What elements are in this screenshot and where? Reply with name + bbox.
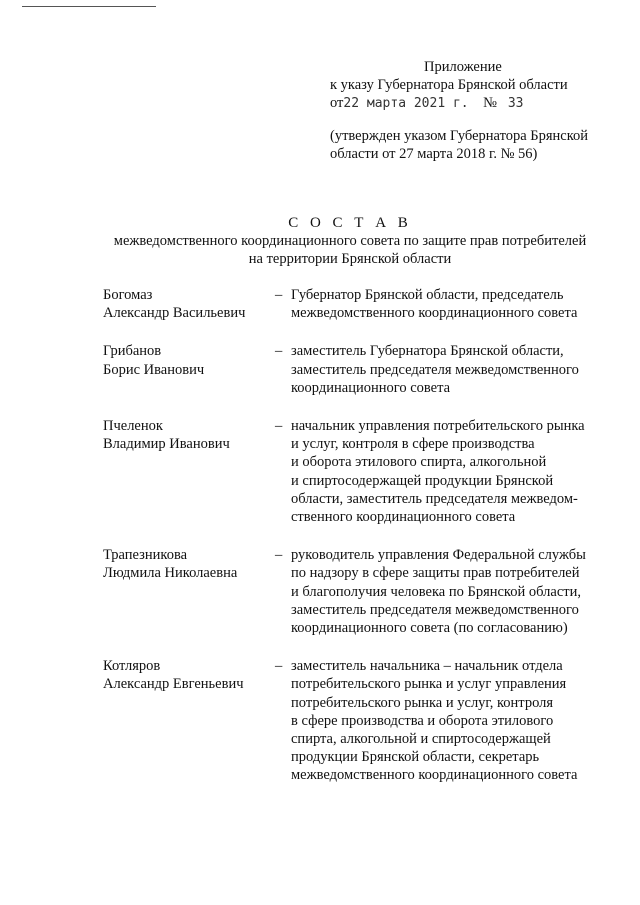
member-surname: Пчеленок bbox=[103, 418, 163, 435]
annex-number-stamp: 33 bbox=[507, 96, 524, 111]
member-name bbox=[103, 417, 275, 526]
approval-note-line-2: области от 27 марта 2018 г. № 56) bbox=[330, 146, 538, 162]
member-surname: Котляров bbox=[103, 658, 161, 675]
member-role-line: в сфере производства и оборота этилового bbox=[291, 712, 554, 729]
member-role-line: потребительского рынка и услуг управления bbox=[291, 676, 567, 693]
member-given-names: Борис Иванович bbox=[103, 361, 205, 378]
member-role-line: продукции Брянской области, секретарь bbox=[291, 749, 540, 766]
member-role-line: по надзору в сфере защиты прав потребителей bbox=[291, 565, 580, 582]
member-dash: – bbox=[275, 343, 283, 360]
document-title: С О С Т А В bbox=[288, 215, 412, 231]
member-role-line: руководитель управления Федеральной службы bbox=[291, 547, 586, 564]
member-role bbox=[291, 657, 601, 784]
document-subtitle-line-1: межведомственного координационного совета по защите прав потребителей bbox=[113, 233, 587, 249]
member-surname: Богомаз bbox=[103, 287, 153, 303]
member-name bbox=[103, 342, 275, 397]
member-name bbox=[103, 546, 275, 637]
member-role-line: и благополучия человека по Брянской области, bbox=[291, 583, 581, 600]
member-given-names: Владимир Иванович bbox=[103, 436, 230, 453]
member-role-line: спирта, алкогольной и спиртосодержащей bbox=[291, 731, 551, 748]
member-dash: – bbox=[275, 658, 283, 675]
member-role-line: межведомственного координационного совета bbox=[291, 767, 578, 784]
annex-header bbox=[330, 58, 630, 113]
scan-edge-mark bbox=[22, 6, 156, 7]
member-role-line: заместитель председателя межведомственного bbox=[291, 361, 579, 378]
member-role-line: ственного координационного совета bbox=[291, 509, 516, 526]
annex-date-line bbox=[330, 94, 630, 113]
member-surname: Трапезникова bbox=[103, 547, 188, 564]
member-given-names: Александр Васильевич bbox=[103, 305, 246, 322]
member-role-line: и услуг, контроля в сфере производства bbox=[291, 436, 535, 453]
annex-date-prefix: от bbox=[330, 95, 344, 111]
member-role-line: начальник управления потребительского рынка bbox=[291, 418, 585, 435]
member-role bbox=[291, 417, 601, 526]
document-subtitle-line-2: на территории Брянской области bbox=[248, 251, 452, 267]
member-entry bbox=[103, 286, 623, 322]
member-dash: – bbox=[275, 547, 283, 564]
approval-note bbox=[330, 127, 630, 163]
member-role-line: заместитель Губернатора Брянской области, bbox=[291, 343, 564, 360]
member-role bbox=[291, 286, 601, 322]
member-role-line: координационного совета bbox=[291, 379, 451, 396]
member-role-line: и спиртосодержащей продукции Брянской bbox=[291, 472, 554, 489]
member-name bbox=[103, 657, 275, 784]
member-role-line: области, заместитель председателя межведом- bbox=[291, 490, 578, 507]
member-role-line: координационного совета (по согласованию) bbox=[291, 620, 568, 637]
member-role-line: заместитель начальника – начальник отдела bbox=[291, 658, 563, 675]
annex-title: Приложение bbox=[424, 59, 502, 75]
member-role bbox=[291, 342, 601, 397]
member-role-line: заместитель председателя межведомственного bbox=[291, 601, 579, 618]
member-dash: – bbox=[275, 418, 283, 435]
member-list bbox=[103, 286, 623, 805]
member-role bbox=[291, 546, 601, 637]
document-heading bbox=[0, 214, 640, 268]
member-surname: Грибанов bbox=[103, 343, 162, 360]
approval-note-line-1: (утвержден указом Губернатора Брянской bbox=[330, 128, 589, 144]
annex-decree-line: к указу Губернатора Брянской области bbox=[330, 77, 568, 93]
member-role-line: потребительского рынка и услуг, контроля bbox=[291, 694, 554, 711]
member-dash: – bbox=[275, 287, 283, 303]
member-given-names: Людмила Николаевна bbox=[103, 565, 238, 582]
member-name bbox=[103, 286, 275, 322]
member-entry bbox=[103, 546, 623, 637]
member-entry bbox=[103, 342, 623, 397]
member-role-line: межведомственного координационного совета bbox=[291, 305, 578, 322]
member-entry bbox=[103, 417, 623, 526]
annex-number-label: № bbox=[483, 95, 497, 111]
annex-date-stamp: 22 марта 2021 г. bbox=[343, 96, 469, 111]
member-role-line: и оборота этилового спирта, алкогольной bbox=[291, 454, 547, 471]
member-entry bbox=[103, 657, 623, 784]
member-role-line: Губернатор Брянской области, председатель bbox=[291, 287, 564, 303]
member-given-names: Александр Евгеньевич bbox=[103, 676, 244, 693]
